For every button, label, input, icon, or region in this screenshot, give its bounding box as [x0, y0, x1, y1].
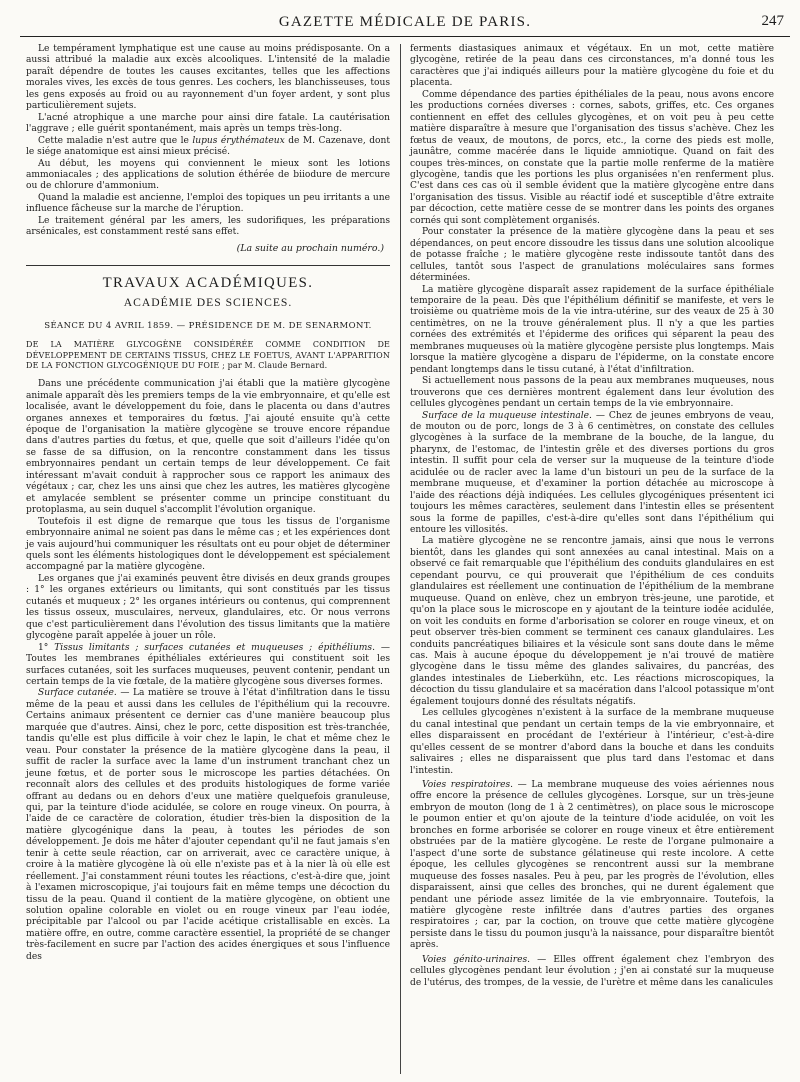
- paragraph: Si actuellement nous passons de la peau aux membranes muqueuses, nous trouverons que ces dernières montrent également dans leur évolution des cellules glycogènes pendant un certain temps de la vie embryonnaire.: [410, 376, 774, 410]
- right-column: [410, 44, 774, 989]
- paragraph: Les organes que j'ai examinés peuvent être divisés en deux grands groupes : 1° les organes extérieurs ou limitants, qui sont constitués par les tissus cutanés et muqueux ; 2° les organes intérieurs ou contenus, qui comprennent les tissus osseux, musculaires, nerveux, glandulaires, etc. Or nous verrons que c'est particulièrement dans l'évolution des tissus limitants que la matière glycogène paraît appelée à jouer un rôle.: [26, 573, 390, 642]
- paragraph: ferments diastasiques animaux et végétaux. En un mot, cette matière glycogène, retirée de la peau dans ces circonstances, m'a donné tous les caractères que j'ai indiqués ailleurs pour la matière glycogène du foie et du placenta.: [410, 44, 774, 89]
- paragraph: Les cellules glycogènes n'existent à la surface de la membrane muqueuse du canal intestinal que pendant un certain temps de la vie embryonnaire, et elles disparaissent en procédant de l'extérieur à l'intérieur, c'est-à-dire qu'elles cessent de se montrer d'abord dans la bouche et dans les conduits salivaires ; elles ne disparaissent que plus tard dans l'estomac et dans l'intestin.: [410, 708, 774, 776]
- paragraph: La matière glycogène disparaît assez rapidement de la surface épithéliale temporaire de la peau. Dès que l'épithélium définitif se manifeste, et vers le troisième ou quatrième mois de la vie intra-utérine, sur des veaux de 25 à 30 centimètres, on ne la trouve généralement plus. Il n'y a que les parties cornées des extrémités et l'épiderme des orifices qui séparent la peau des membranes muqueuses où la matière glycogène persiste plus longtemps. Mais lorsque la matière glycogène a disparu de l'épiderme, on la constate encore pendant longtemps dans le tissu cutané, à l'état d'infiltration.: [410, 284, 774, 375]
- paragraph: Le tempérament lymphatique est une cause au moins prédisposante. On a aussi attribué la maladie aux excès alcooliques. L'intensité de la maladie paraît dépendre de toutes les causes excitantes, telles que les affections morales vives, les excès de tous genres. Les cochers, les blanchisseuses, tous les gens exposés au froid ou au rayonnement d'un foyer ardent, y sont plus particulièrement sujets.: [26, 44, 390, 112]
- page-header: [20, 12, 790, 34]
- paragraph: Surface cutanée. — La matière se trouve à l'état d'infiltration dans le tissu même de la peau et aussi dans les cellules de l'épithélium qui la recouvre. Certains animaux présentent ce dernier cas d'une manière beaucoup plus marquée que d'autres. Ainsi, chez le porc, cette disposition est très-tranchée, tandis qu'elle est plus difficile à voir chez le lapin, le chat et même chez le veau. Pour constater la présence de la matière glycogène dans la peau, il suffit de racler la surface avec la lame d'un instrument tranchant chez un jeune fœtus, et de porter sous le microscope les parties détachées. On reconnaît alors des cellules et des produits histologiques de forme variée offrant au dedans ou en dehors d'eux une matière quelquefois granuleuse, qui, par la teinture d'iode acidulée, se colore en rouge vineux. On pourra, à l'aide de ce caractère de coloration, étudier très-bien la disposition de la matière glycogénique dans la peau, à toutes les périodes de son développement. Je dois me hâter d'ajouter cependant qu'il ne faut jamais s'en tenir à cette seule réaction, car on arriverait, avec ce caractère unique, à croire à la matière glycogène là où elle n'existe pas et à la nier là où elle est réellement. J'ai constamment réuni toutes les réactions, c'est-à-dire que, joint à l'examen microscopique, j'ai toujours fait en même temps une décoction du tissu de la peau. Quand il contient de la matière glycogène, on obtient une solution opaline colorable en violet ou en rouge vineux par l'eau iodée, précipitable par l'alcool ou par l'acide acétique cristallisable en excès. La matière offre, en outre, comme caractère essentiel, la propriété de se changer très-facilement en sucre par l'action des acides énergiques et sous l'influence des: [26, 688, 390, 962]
- memoir-author: Claude Bernard.: [258, 360, 328, 370]
- section-subtitle: ACADÉMIE DES SCIENCES.: [123, 296, 293, 310]
- paragraph: Surface de la muqueuse intestinale. — Chez de jeunes embryons de veau, de mouton ou de porc, longs de 3 à 6 centimètres, on constate des cellules glycogènes à la surface de la membrane de la bouche, de la langue, du pharynx, de l'estomac, de l'intestin grêle et des diverses portions du gros intestin. Il suffit pour cela de verser sur la muqueuse de la teinture d'iode acidulée ou de racler avec la lame d'un bistouri un peu de la surface de la membrane muqueuse, et d'examiner la portion détachée au microscope à l'aide des réactions déjà indiquées. Les cellules glycogéniques présentent ici toujours les mêmes caractères, seulement dans l'intestin elles se présentent sous la forme de papilles, c'est-à-dire qu'elles sont dans l'épithélium qui entoure les villosités.: [410, 410, 774, 536]
- paragraph: Le traitement général par les amers, les sudorifiques, les préparations arsénicales, est constamment resté sans effet.: [26, 215, 390, 238]
- memoir-title: DE LA MATIÈRE GLYCOGÈNE CONSIDÉRÉE COMME CONDITION DE DÉVELOPPEMENT DE CERTAINS TISSUS, CHEZ LE FOETUS, AVANT L'APPARITION DE LA FONCTION GLYCOGÉNIQUE DU FOIE ; par M. Claude Bernard.: [26, 340, 390, 370]
- paragraph: Quand la maladie est ancienne, l'emploi des topiques un peu irritants a une influence fâcheuse sur la marche de l'éruption.: [26, 192, 390, 215]
- paragraph: Comme dépendance des parties épithéliales de la peau, nous avons encore les productions cornées diverses : cornes, sabots, griffes, etc. Ces organes contiennent en effet des cellules glycogènes, et on voit peu à peu cette matière disparaître à mesure que l'organisation des tissus s'achève. Chez les fœtus de veaux, de moutons, de porcs, etc., la corne des pieds est molle, jaunâtre, comme macérée dans le liquide amniotique. Quand on fait des coupes très-minces, on constate que la partie molle renferme de la matière glycogène, tandis que les portions les plus organisées n'en renferment plus. C'est dans ces cas où il semble évident que la matière glycogène entre dans l'organisation des tissus. Visible au réactif iodé et susceptible d'être extraite par décoction, cette matière cesse de se montrer dans les points des organes cornés qui sont complètement organisés.: [410, 89, 774, 226]
- paragraph: L'acné atrophique a une marche pour ainsi dire fatale. La cautérisation l'aggrave ; elle guérit spontanément, mais après un temps très-long.: [26, 112, 390, 135]
- paragraph: 1° Tissus limitants ; surfaces cutanées et muqueuses ; épithéliums. — Toutes les membranes épithéliales extérieures qui constituent soit les surfaces cutanées, soit les surfaces muqueuses, peuvent contenir, pendant un certain temps de la vie fœtale, de la matière glycogène sous diverses formes.: [26, 642, 390, 687]
- section-title: TRAVAUX ACADÉMIQUES.: [102, 274, 314, 291]
- paragraph: Cette maladie n'est autre que le lupus érythémateux de M. Cazenave, dont le siége anatomique est ainsi mieux précisé.: [26, 135, 391, 158]
- session-line: SÉANCE DU 4 AVRIL 1859. — PRÉSIDENCE DE M. DE SENARMONT.: [44, 320, 372, 331]
- page-number: 247: [761, 13, 784, 29]
- column-divider: [400, 44, 401, 1074]
- journal-title: GAZETTE MÉDICALE DE PARIS.: [278, 14, 532, 30]
- paragraph: Dans une précédente communication j'ai établi que la matière glycogène animale apparaît dès les premiers temps de la vie embryonnaire, et qu'elle est localisée, avant le développement du foie, dans le placenta ou dans d'autres organes annexes et temporaires du fœtus. J'ai ajouté ensuite qu'à cette époque de l'organisation la matière glycogène se trouve encore répandue dans d'autres parties du fœtus, et que, quelle que soit d'ailleurs l'idée qu'on se fasse de sa diffusion, on la rencontre constamment dans les tissus embryonnaires pendant un certain temps de leur développement. Ce fait intéressant m'avait conduit à rapprocher sous ce rapport les animaux des végétaux ; car, chez les uns ainsi que chez les autres, les matières glycogène et amylacée semblent se présenter comme un principe constituant du protoplasma, au sein duquel s'accomplit l'évolution organique.: [26, 379, 390, 516]
- header-rule: [20, 36, 790, 37]
- continuation-note: (La suite au prochain numéro.): [236, 242, 384, 254]
- paragraph: Pour constater la présence de la matière glycogène dans la peau et ses dépendances, on peut encore dissoudre les tissus dans une solution alcoolique de potasse fraîche ; le matière glycogène reste indissoute tantôt dans des cellules, tantôt sous l'aspect de granulations moléculaires sans formes déterminées.: [410, 227, 774, 284]
- left-column: [26, 44, 390, 963]
- paragraph: Voies génito-urinaires. — Elles offrent également chez l'embryon des cellules glycogènes pendant leur évolution ; j'en ai constaté sur la muqueuse de l'utérus, des trompes, de la vessie, de l'urètre et même dans les canalicules: [410, 954, 775, 988]
- paragraph: Au début, les moyens qui conviennent le mieux sont les lotions ammoniacales ; des applications de solution éthérée de biiodure de mercure ou de chlorure d'ammonium.: [26, 158, 390, 192]
- paragraph: La matière glycogène ne se rencontre jamais, ainsi que nous le verrons bientôt, dans les glandes qui sont annexées au canal intestinal. Mais on a observé ce fait remarquable que l'épithélium des conduits glandulaires en est cependant pourvu, ce qui prouverait que l'épithélium de ces conduits glandulaires est réellement une continuation de l'épithélium de la membrane muqueuse. Quand on enlève, chez un embryon très-jeune, une parotide, et qu'on la place sous le microscope en y ajoutant de la teinture iodée acidulée, on voit les conduits en forme d'arborisation se colorer en rouge vineux, et on peut observer très-bien comment se terminent ces canaux glandulaires. Les conduits pancréatiques biliaires et la vésicule sont sans doute dans le même cas. Mais à aucune époque du développement je n'ai trouvé de matière glycogène dans le tissu même des glandes salivaires, du pancréas, des glandes intestinales de Lieberkühn, etc. Les réactions microscopiques, la décoction du tissu glandulaire et sa macération dans l'alcool potassique m'ont également toujours donné des résultats négatifs.: [410, 536, 774, 707]
- section-rule: [26, 265, 390, 266]
- paragraph: Toutefois il est digne de remarque que tous les tissus de l'organisme embryonnaire animal ne soient pas dans le même cas ; et les expériences dont je vais aujourd'hui communiquer les résultats ont eu pour objet de déterminer quels sont les éléments histologiques dont le développement est spécialement accompagné par la matière glycogène.: [26, 516, 390, 573]
- paragraph: Voies respiratoires. — La membrane muqueuse des voies aériennes nous offre encore la présence de cellules glycogènes. Lorsque, sur un très-jeune embryon de mouton (long de 1 à 2 centimètres), on place sous le microscope le poumon entier et qu'on ajoute de la teinture d'iode acidulée, on voit les bronches en forme arborisée se colorer en rouge vineux et être entièrement obstruées par de la matière glycogène. Le reste de l'organe pulmonaire a l'aspect d'une sorte de substance gélatineuse qui reste incolore. A cette époque, les cellules glycogènes se rencontrent aussi sur la membrane muqueuse des fosses nasales. Peu à peu, par les progrès de l'évolution, elles disparaissent, ainsi que celles des bronches, qui ne durent également que pendant une période assez limitée de la vie embryonnaire. Toutefois, la matière glycogène reste infiltrée dans d'autres parties des organes respiratoires ; car, par la coction, on trouve que cette matière glycogène persiste dans le tissu du poumon jusqu'à la naissance, pour disparaître bientôt après.: [410, 780, 774, 951]
